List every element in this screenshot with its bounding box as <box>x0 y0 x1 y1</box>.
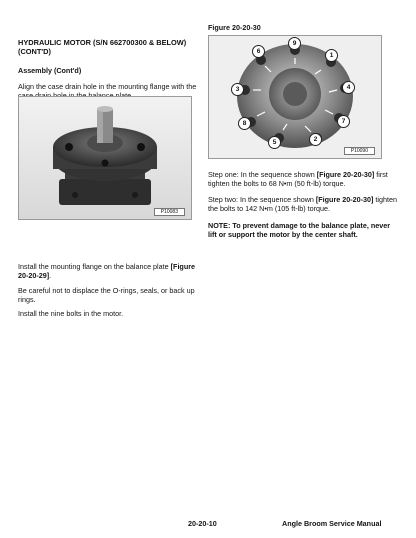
step-two-paragraph <box>208 195 398 213</box>
callout-7: 7 <box>337 115 350 128</box>
step-one-paragraph <box>208 170 398 188</box>
photo-reference-label-right: P10090 <box>344 147 375 155</box>
bolt-sequence-photo-figure-20-20-30 <box>208 35 382 159</box>
callout-8: 8 <box>238 117 251 130</box>
step-one-figure-reference: [Figure 20-20-30] <box>316 170 375 179</box>
manual-title: Angle Broom Service Manual <box>282 519 382 528</box>
caution-paragraph: Be careful not to displace the O-rings, seals, or back up rings. <box>18 286 195 304</box>
section-heading: HYDRAULIC MOTOR (S/N 662700300 & BELOW) (CONT'D) <box>18 38 187 56</box>
bolts-paragraph: Install the nine bolts in the motor. <box>18 309 124 318</box>
step-two-text: Step two: In the sequence shown <box>208 195 316 204</box>
motor-photo-image <box>19 97 191 219</box>
sentence-end: . <box>49 271 52 280</box>
page-number: 20-20-10 <box>188 519 217 528</box>
callout-3: 3 <box>231 83 244 96</box>
callout-9: 9 <box>288 37 301 50</box>
callout-2: 2 <box>309 133 322 146</box>
callout-5: 5 <box>268 136 281 149</box>
callout-4: 4 <box>342 81 355 94</box>
figure-title-right: Figure 20-20-30 <box>208 23 261 32</box>
motor-photo-figure-20-20-29 <box>18 96 192 220</box>
callout-1: 1 <box>325 49 338 62</box>
photo-reference-label: P10083 <box>154 208 185 216</box>
note-paragraph: NOTE: To prevent damage to the balance plate, never lift or support the motor by the center shaft. <box>208 221 390 239</box>
callout-6: 6 <box>252 45 265 58</box>
install-flange-text: Install the mounting flange on the balance plate <box>18 262 171 271</box>
subsection-heading: Assembly (Cont'd) <box>18 66 82 75</box>
bolt-sequence-image <box>209 36 381 158</box>
step-two-figure-reference: [Figure 20-20-30] <box>315 195 374 204</box>
step-one-end: first tighten the bolts to 68 N•m (50 ft-lb) torque. <box>208 170 388 188</box>
step-one-text: Step one: In the sequence shown <box>208 170 317 179</box>
step-two-end: tighten the bolts to 142 N•m (105 ft-lb) torque. <box>208 195 397 213</box>
install-flange-paragraph <box>18 262 202 280</box>
figure-reference: [Figure 20-20-29] <box>18 262 196 280</box>
instruction-paragraph: Align the case drain hole in the mounting flange with the <box>18 82 197 91</box>
